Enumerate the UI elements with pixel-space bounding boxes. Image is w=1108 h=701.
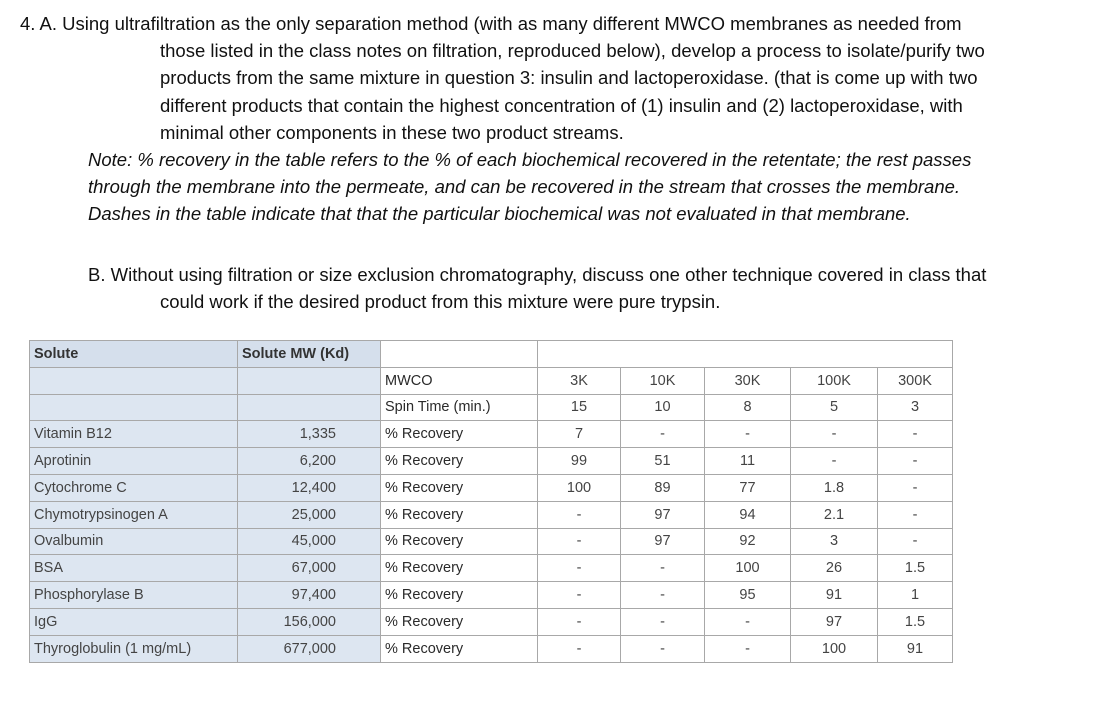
solute-name: Cytochrome C (30, 474, 238, 501)
recovery-value: 92 (705, 528, 791, 555)
spin-time-row (30, 394, 953, 421)
table-row (30, 608, 953, 635)
recovery-label: % Recovery (381, 474, 538, 501)
recovery-value: - (791, 421, 878, 448)
header-empty (381, 341, 538, 368)
recovery-value: 1.5 (878, 608, 953, 635)
mwco-value: 30K (705, 367, 791, 394)
note-line: Note: % recovery in the table refers to the % of each biochemical recovered in the retentate; the rest passes (88, 149, 972, 170)
header-solute: Solute (30, 341, 238, 368)
solute-name: Chymotrypsinogen A (30, 501, 238, 528)
solute-mw: 45,000 (238, 528, 381, 555)
recovery-value: 1 (878, 582, 953, 609)
recovery-value: 89 (621, 474, 705, 501)
question-4a-heading: 4. A. Using ultrafiltration as the only separation method (with as many different MWCO membranes as needed from (20, 13, 962, 34)
recovery-value: - (705, 421, 791, 448)
recovery-label: % Recovery (381, 528, 538, 555)
question-4a (20, 10, 1090, 146)
recovery-value: 100 (705, 555, 791, 582)
question-4b-heading: B. Without using filtration or size exclusion chromatography, discuss one other technique covered in class that (88, 264, 987, 285)
recovery-value: - (705, 608, 791, 635)
recovery-value: - (538, 528, 621, 555)
mwco-value: 300K (878, 367, 953, 394)
recovery-value: 26 (791, 555, 878, 582)
table-row (30, 635, 953, 662)
solute-mw: 6,200 (238, 448, 381, 475)
recovery-value: - (878, 421, 953, 448)
recovery-label: % Recovery (381, 608, 538, 635)
table-row (30, 582, 953, 609)
recovery-value: - (878, 501, 953, 528)
solute-name: Ovalbumin (30, 528, 238, 555)
table-cell (238, 394, 381, 421)
table-body (30, 421, 953, 662)
recovery-value: 95 (705, 582, 791, 609)
solute-name: IgG (30, 608, 238, 635)
mwco-value: 100K (791, 367, 878, 394)
spin-time-value: 10 (621, 394, 705, 421)
recovery-value: 1.8 (791, 474, 878, 501)
recovery-value: - (791, 448, 878, 475)
recovery-value: - (538, 635, 621, 662)
recovery-label: % Recovery (381, 448, 538, 475)
mwco-label: MWCO (381, 367, 538, 394)
recovery-value: - (538, 582, 621, 609)
solute-mw: 25,000 (238, 501, 381, 528)
spin-time-label: Spin Time (min.) (381, 394, 538, 421)
recovery-value: 1.5 (878, 555, 953, 582)
recovery-value: - (878, 474, 953, 501)
table-note (88, 146, 1088, 228)
table-row (30, 555, 953, 582)
recovery-value: 94 (705, 501, 791, 528)
header-empty (538, 341, 953, 368)
table-row (30, 501, 953, 528)
solute-name: Vitamin B12 (30, 421, 238, 448)
mwco-value: 3K (538, 367, 621, 394)
recovery-value: 97 (791, 608, 878, 635)
recovery-value: 7 (538, 421, 621, 448)
recovery-label: % Recovery (381, 555, 538, 582)
spin-time-value: 15 (538, 394, 621, 421)
recovery-value: 97 (621, 501, 705, 528)
recovery-value: 2.1 (791, 501, 878, 528)
ultrafiltration-table (29, 340, 953, 663)
recovery-value: 51 (621, 448, 705, 475)
table-row (30, 421, 953, 448)
recovery-value: - (621, 608, 705, 635)
recovery-value: 3 (791, 528, 878, 555)
table-header-row (30, 341, 953, 368)
table-row (30, 528, 953, 555)
recovery-value: - (705, 635, 791, 662)
solute-mw: 677,000 (238, 635, 381, 662)
recovery-value: - (621, 555, 705, 582)
recovery-value: - (878, 528, 953, 555)
spin-time-value: 8 (705, 394, 791, 421)
recovery-value: 97 (621, 528, 705, 555)
recovery-label: % Recovery (381, 582, 538, 609)
spin-time-value: 5 (791, 394, 878, 421)
recovery-value: 77 (705, 474, 791, 501)
recovery-value: - (878, 448, 953, 475)
question-4a-line: products from the same mixture in question 3: insulin and lactoperoxidase. (that is come up with two (160, 67, 978, 89)
solute-name: BSA (30, 555, 238, 582)
recovery-value: 91 (791, 582, 878, 609)
recovery-value: 11 (705, 448, 791, 475)
header-solute-mw: Solute MW (Kd) (238, 341, 381, 368)
recovery-value: - (621, 635, 705, 662)
solute-mw: 67,000 (238, 555, 381, 582)
recovery-value: - (621, 582, 705, 609)
mwco-row (30, 367, 953, 394)
question-4b-line: could work if the desired product from this mixture were pure trypsin. (160, 291, 721, 313)
recovery-value: - (538, 608, 621, 635)
solute-name: Thyroglobulin (1 mg/mL) (30, 635, 238, 662)
recovery-value: - (538, 555, 621, 582)
question-4a-line: minimal other components in these two product streams. (160, 121, 624, 143)
note-line: through the membrane into the permeate, and can be recovered in the stream that crosses the membrane. (88, 176, 961, 198)
recovery-label: % Recovery (381, 635, 538, 662)
recovery-value: - (538, 501, 621, 528)
recovery-value: 100 (791, 635, 878, 662)
solute-mw: 1,335 (238, 421, 381, 448)
solute-name: Phosphorylase B (30, 582, 238, 609)
recovery-value: 100 (538, 474, 621, 501)
mwco-value: 10K (621, 367, 705, 394)
recovery-value: - (621, 421, 705, 448)
question-4a-line: those listed in the class notes on filtration, reproduced below), develop a process to isolate/purify two (160, 40, 985, 62)
recovery-label: % Recovery (381, 501, 538, 528)
solute-mw: 97,400 (238, 582, 381, 609)
table-cell (238, 367, 381, 394)
solute-name: Aprotinin (30, 448, 238, 475)
table-cell (30, 394, 238, 421)
question-4a-line: different products that contain the highest concentration of (1) insulin and (2) lactoperoxidase, with (160, 94, 963, 116)
recovery-value: 99 (538, 448, 621, 475)
table-cell (30, 367, 238, 394)
table-row (30, 474, 953, 501)
recovery-value: 91 (878, 635, 953, 662)
recovery-label: % Recovery (381, 421, 538, 448)
spin-time-value: 3 (878, 394, 953, 421)
table-row (30, 448, 953, 475)
question-4b (88, 261, 1098, 315)
solute-mw: 156,000 (238, 608, 381, 635)
note-line: Dashes in the table indicate that that the particular biochemical was not evaluated in that membrane. (88, 203, 911, 225)
solute-mw: 12,400 (238, 474, 381, 501)
